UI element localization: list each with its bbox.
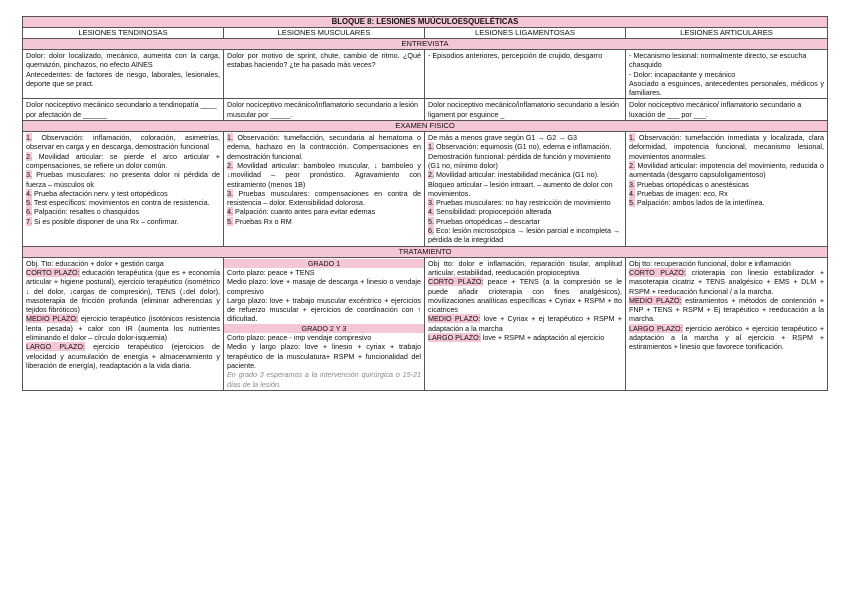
objective-line: Obj. Tto: educación + dolor + gestión carga <box>26 258 164 268</box>
item-number: 4. <box>428 207 434 217</box>
examen-articulares <box>626 132 828 247</box>
grade-1-header: GRADO 1 <box>224 259 424 268</box>
term-text: crioterapia con linesio estabilizador + masoterapia cicatriz + TENS analgésico + EMS + DLM + RSPM + reeducación funcional / a la marcha. <box>629 267 825 296</box>
text-line: Antecedentes: de factores de riesgo, laborales, lesionales, deporte que se pract. <box>26 69 220 88</box>
list-item <box>227 207 421 216</box>
list-item <box>428 170 622 198</box>
item-number: 3. <box>227 188 233 198</box>
list-item <box>428 207 622 216</box>
tratamiento-articulares <box>626 257 828 390</box>
examen-row <box>23 132 828 247</box>
term-label: LARGO PLAZO: <box>629 323 683 333</box>
diagnostico-row <box>23 99 828 121</box>
short-term <box>629 268 824 296</box>
table-title: BLOQUE 8: LESIONES MUÚCULOESQUELÉTICAS <box>23 17 828 28</box>
term-text: ejercicio terapéutico (isotónicos resistencia lenta pesada) + calor con IR (aumenta los nutrientes eliminando el dolor – círculo dolor-isquemia) <box>26 314 221 343</box>
item-number: 3. <box>428 198 434 208</box>
text-line: Asociado a esguinces, antecedentes personales, médicos y familiares. <box>629 78 825 98</box>
item-number: 2. <box>26 151 32 161</box>
item-number: 5. <box>26 198 32 208</box>
list-item <box>428 198 622 207</box>
term-text: love + Cyriax + ej terapéutico + RSPM + adaptación a la marcha <box>428 314 622 333</box>
list-item <box>428 217 622 226</box>
item-number: 2. <box>428 170 434 180</box>
item-number: 5. <box>227 216 233 226</box>
list-item <box>428 142 622 170</box>
tratamiento-row <box>23 257 828 390</box>
item-number: 6. <box>428 226 434 236</box>
item-number: 1. <box>26 133 32 143</box>
long-term <box>26 342 220 370</box>
col-header-ligamentosas: LESIONES LIGAMENTOSAS <box>425 28 626 39</box>
item-number: 5. <box>629 198 635 208</box>
item-number: 4. <box>629 188 635 198</box>
text-line: Corto plazo: peace - imp vendaje compresivo <box>227 333 372 343</box>
section-entrevista: ENTREVISTA <box>23 39 828 50</box>
term-text: educación terapéutica (que es + economía articular + higiene postural), ejercicio terapéutico (isométrico ↓ del dolor, ↓cargas de compresión), TENS (↓del dolor), masoterapia de fricción profunda (eliminar adherencias y tejidos fibróticos) <box>26 267 220 315</box>
long-term <box>629 324 824 352</box>
item-number: 2. <box>227 160 233 170</box>
term-label: MEDIO PLAZO: <box>428 314 481 324</box>
item-text: Pruebas musculares: no hay restricción de movimiento <box>434 198 611 208</box>
objective-line: Obj tto: recuperación funcional, dolor e inflamación <box>629 258 791 268</box>
text-line: Dolor: dolor localizado, mecánico, aumenta con la carga, quemazón, pinchazos, no efecto AINES <box>26 51 220 70</box>
list-item <box>629 161 824 180</box>
short-term <box>428 277 622 314</box>
entrevista-articulares <box>626 50 828 99</box>
injury-table <box>22 16 828 391</box>
item-text: Movilidad articular: impotencia del movimiento, reducida o aumentada (desgarro capsuloligamentoso) <box>629 160 825 180</box>
text-line: Largo plazo: love + trabajo muscular excéntrico + ejercicios de refuerzo muscular + ejercicios de coordinación con ↑ dificultad. <box>227 295 421 324</box>
item-text: Observación: inflamación, coloración, asimetrías, observar en carga y en descarga, demostración funcional <box>26 133 220 152</box>
term-label: LARGO PLAZO: <box>26 342 85 352</box>
list-item <box>629 189 824 198</box>
term-label: MEDIO PLAZO: <box>629 295 682 305</box>
section-examen: EXAMEN FISICO <box>23 121 828 132</box>
list-item <box>227 133 421 161</box>
text-line: Medio plazo: love + masaje de descarga + linesio o vendaje compresivo <box>227 277 421 296</box>
item-number: 7. <box>26 216 32 226</box>
entrevista-ligamentosas <box>425 50 626 99</box>
item-number: 6. <box>26 207 32 217</box>
item-number: 5. <box>428 216 434 226</box>
item-number: 1. <box>629 133 635 143</box>
item-text: Prueba afectación nerv. y test ortopédicos <box>32 188 168 198</box>
item-number: 4. <box>227 207 233 217</box>
item-text: Pruebas Rx o RM <box>233 216 292 226</box>
text-line: - Episodios anteriores, percepción de crujido, desgarro <box>428 51 603 60</box>
list-item <box>26 207 220 216</box>
entrevista-tendinosas <box>23 50 224 99</box>
term-label: LARGO PLAZO: <box>428 333 481 343</box>
diagnostico-musculares: Dolor nociceptivo mecánico/inflamatorio secundario a lesión muscular por _____. <box>224 99 425 121</box>
list-item <box>26 133 220 152</box>
item-text: Pruebas ortopédicas – descartar <box>434 216 540 226</box>
col-header-musculares: LESIONES MUSCULARES <box>224 28 425 39</box>
diagnostico-ligamentosas: Dolor nociceptivo mecánico/inflamatorio secundario a lesión ligament por esguince _ <box>425 99 626 121</box>
item-text: Palpación: ambos lados de la interlínea. <box>635 198 765 208</box>
text-line: Corto plazo: peace + TENS <box>227 267 315 277</box>
item-text: Movilidad articular: bamboleo muscular, ↓ bamboleo y ↓movilidad – peor pronóstico. Agravamiento con estiramiento (menos 1B) <box>227 160 421 189</box>
item-text: Observación: tumefacción, secundaria al hematoma o edema, hachazo en la contracción. Compensaciones en demostración funcional. <box>227 133 421 161</box>
list-item <box>227 189 421 208</box>
item-number: 1. <box>428 142 434 152</box>
item-text: Pruebas de imagen: eco, Rx <box>635 188 728 198</box>
list-item <box>227 217 421 226</box>
item-text: Palpación: resaltes o chasquidos <box>32 207 140 217</box>
short-term <box>26 268 220 314</box>
item-text: Sensibilidad: propiocepción alterada <box>434 207 552 217</box>
item-text: Pruebas musculares: no presenta dolor ni pérdida de fuerza – músculos ok <box>26 170 220 189</box>
col-header-tendinosas: LESIONES TENDINOSAS <box>23 28 224 39</box>
term-label: CORTO PLAZO: <box>26 267 80 277</box>
tratamiento-musculares <box>224 257 425 390</box>
text-line: Dolor por motivo de sprint, chute, cambio de ritmo. ¿Qué estabas haciendo? ¿te ha pasado más veces? <box>227 51 421 70</box>
item-text: Movilidad articular: se pierde el arco articular + compensaciones, se refiere un dolor común. <box>26 151 220 170</box>
item-text: Eco: lesión microscópica → lesión parcial e incompleta → pérdida de la integridad <box>428 226 621 245</box>
long-term <box>428 333 622 342</box>
list-item <box>26 189 220 198</box>
term-text: love + RSPM + adaptación al ejercicio <box>480 333 605 343</box>
item-text: Pruebas ortopédicas o anestésicas <box>635 179 749 189</box>
item-text: Test específicos: movimientos en contra de resistencia. <box>32 198 210 208</box>
examen-musculares <box>224 132 425 247</box>
mid-term <box>428 314 622 333</box>
entrevista-row <box>23 50 828 99</box>
tratamiento-ligamentosas <box>425 257 626 390</box>
term-label: MEDIO PLAZO: <box>26 314 78 324</box>
item-text: Palpación: cuanto antes para evitar edemas <box>233 207 376 217</box>
item-text: Movilidad articular: inestabilidad mecánica (G1 no). Bloqueo articular – lesión intraart. – aumento de dolor con movimientos. <box>428 170 613 198</box>
term-text: ejercicio aeróbico + ejercicio terapéutico + adaptación a la marcha y al ejercicio + RSPM + estiramientos + linesio que favorece tonificación. <box>629 323 825 352</box>
term-text: estiramientos + métodos de contención + FNP + TENS + RSPM + Ej terapéutico + reeducación a la marcha. <box>629 295 825 324</box>
list-item <box>227 161 421 189</box>
list-item <box>26 198 220 207</box>
tratamiento-tendinosas <box>23 257 224 390</box>
item-text: Pruebas musculares: compensaciones en contra de resistencia – dolor. Extensibilidad dolorosa. <box>227 188 421 208</box>
text-line: Medio y largo plazo: love + linesio + cyriax + trabajo terapéutico de la musculatura+ RSPM + funcionalidad del paciente. <box>227 342 421 370</box>
item-number: 1. <box>227 133 233 143</box>
intro-line: De más a menos grave según G1 → G2 → G3 <box>428 133 578 143</box>
objective-line: Obj tto: dolor e inflamación, reparación tisular, amplitud articular, estabilidad, reeducación propioceptiva <box>428 258 622 277</box>
term-label: CORTO PLAZO: <box>428 277 484 287</box>
mid-term <box>26 314 220 342</box>
list-item <box>629 133 824 161</box>
list-item <box>26 152 220 171</box>
examen-ligamentosas <box>425 132 626 247</box>
term-text: peace + TENS (a la compresión se le puede añadir crioterapia con fines analgésicos), movilizaciones analíticas específicas + Cyriax + RSPM + tto cicatrices <box>428 277 622 315</box>
mid-term <box>629 296 824 324</box>
examen-tendinosas <box>23 132 224 247</box>
item-number: 3. <box>26 170 32 180</box>
list-item <box>629 180 824 189</box>
term-text: ejercicio terapéutico (ejercicios de velocidad y acumulación de energía + almacenamiento y liberación de energía), readaptación a la vida diaria. <box>26 342 220 370</box>
item-number: 3. <box>629 179 635 189</box>
item-number: 2. <box>629 160 635 170</box>
col-header-articulares: LESIONES ARTICULARES <box>626 28 828 39</box>
list-item <box>26 170 220 189</box>
term-label: CORTO PLAZO: <box>629 267 686 277</box>
item-text: Observación: tumefacción inmediata y localizada, clara deformidad, impotencia funcional, mecanismo lesional, movimientos anormales. <box>629 133 825 161</box>
entrevista-musculares <box>224 50 425 99</box>
section-tratamiento: TRATAMIENTO <box>23 246 828 257</box>
grade-2-3-header: GRADO 2 Y 3 <box>224 324 424 333</box>
item-text: Si es posible disponer de una Rx – confirmar. <box>32 216 179 226</box>
text-line: - Mecanismo lesional: normalmente directo, se escucha chasquido <box>629 51 807 70</box>
document-sheet <box>22 16 827 391</box>
text-line: - Dolor: incapacitante y mecánico <box>629 69 736 79</box>
grade-3-note: En grado 3 esperamos a la intervención quirúrgica o 15-21 días de la lesión. <box>227 370 421 389</box>
diagnostico-articulares: Dolor nociceptivo mecánico/ inflamatorio secundario a luxación de ___ por ___. <box>626 99 828 121</box>
list-item <box>26 217 220 226</box>
item-number: 4. <box>26 188 32 198</box>
item-text: Observación: equimosis (G1 no), edema e inflamación. Demostración funcional: pérdida de función y movimiento (G1 no, mínimo dolor) <box>428 142 612 170</box>
diagnostico-tendinosas: Dolor nociceptivo mecánico secundario a tendinopatía ____ por afectación de ______ <box>23 99 224 121</box>
list-item <box>629 198 824 207</box>
list-item <box>428 226 622 245</box>
